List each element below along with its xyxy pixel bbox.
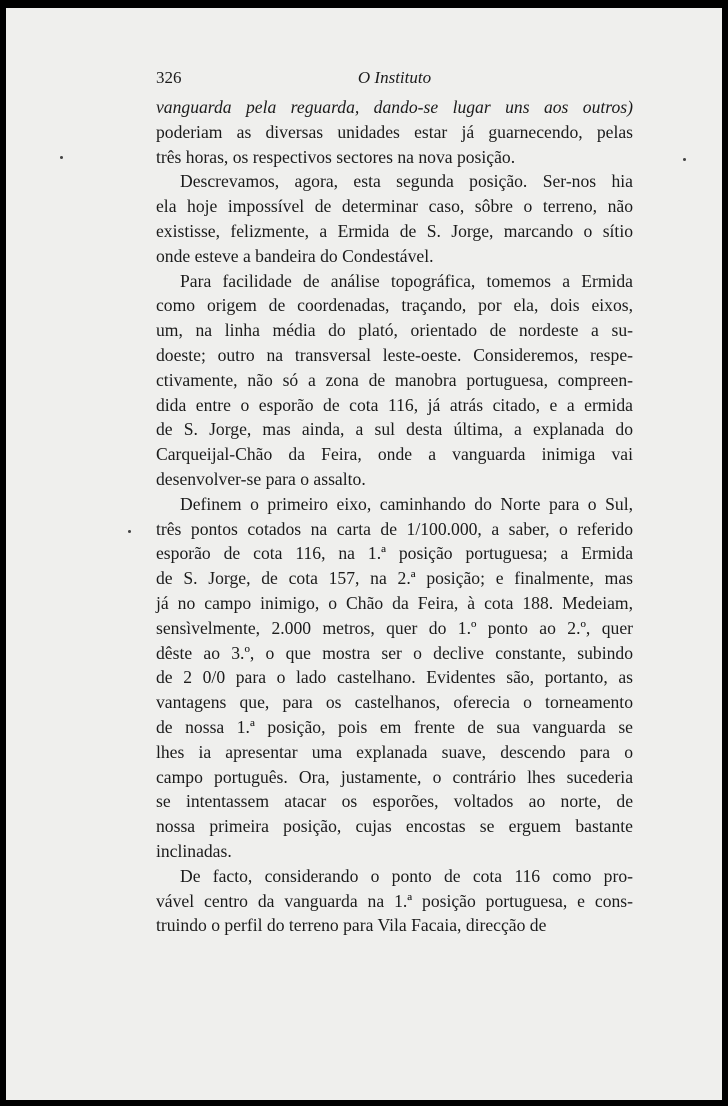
text-line: lhes ia apresentar uma explanada suave, descendo para o <box>156 741 633 762</box>
text-line: de nossa 1.ª posição, pois em frente de sua vanguarda se <box>156 716 633 737</box>
specks <box>60 156 63 159</box>
text-line: de 2 0/0 para o lado castelhano. Evidentes são, portanto, as <box>156 667 633 688</box>
text-line: de S. Jorge, mas ainda, a sul desta última, a explanada do <box>156 419 633 440</box>
specks <box>683 158 686 161</box>
running-title: O Instituto <box>357 68 432 87</box>
text-line: onde esteve a bandeira do Condestável. <box>156 245 434 266</box>
text-line: Descrevamos, agora, esta segunda posição. Ser-nos hia <box>180 171 633 192</box>
text-line: dêste ao 3.º, o que mostra ser o declive constante, subindo <box>156 642 633 663</box>
text-line: esporão de cota 116, na 1.ª posição portuguesa; a Ermida <box>156 543 633 564</box>
text-line: de S. Jorge, de cota 157, na 2.ª posição; e finalmente, mas <box>156 568 633 589</box>
text-line: Para facilidade de análise topográfica, tomemos a Ermida <box>180 270 633 291</box>
text-line: um, na linha média do plató, orientado de nordeste a su- <box>156 320 633 341</box>
text-line: ela hoje impossível de determinar caso, sôbre o terreno, não <box>156 196 633 217</box>
page-number: 326 <box>156 68 182 87</box>
text-line: ctivamente, não só a zona de manobra portuguesa, compreen- <box>156 369 633 390</box>
text-line: truindo o perfil do terreno para Vila Facaia, direcção de <box>156 915 547 936</box>
text-line: poderiam as diversas unidades estar já guarnecendo, pelas <box>156 121 633 142</box>
text-line: três horas, os respectivos sectores na nova posição. <box>156 146 516 167</box>
text-line: Definem o primeiro eixo, caminhando do Norte para o Sul, <box>180 493 633 514</box>
text-line: inclinadas. <box>156 840 232 861</box>
text-line: Carqueijal-Chão da Feira, onde a vanguarda inimiga vai <box>156 444 633 465</box>
text-line: De facto, considerando o ponto de cota 116 como pro- <box>180 865 633 886</box>
text-line: se intentassem atacar os esporões, voltados ao norte, de <box>156 791 633 812</box>
text-line: vantagens que, para os castelhanos, oferecia o torneamento <box>156 692 633 713</box>
text-line: desenvolver-se para o assalto. <box>156 468 366 489</box>
page-header <box>156 66 633 86</box>
text-line: já no campo inimigo, o Chão da Feira, à cota 188. Medeiam, <box>156 592 633 613</box>
book-page <box>6 8 722 1100</box>
body-text <box>156 95 633 938</box>
text-line: vável centro da vanguarda na 1.ª posição portuguesa, e cons- <box>156 890 633 911</box>
text-line: três pontos cotados na carta de 1/100.000, a saber, o referido <box>156 518 633 539</box>
page-text <box>156 66 633 938</box>
text-line: campo português. Ora, justamente, o contrário lhes sucederia <box>156 766 633 787</box>
specks <box>128 530 131 533</box>
text-line: nossa primeira posição, cujas encostas se erguem bastante <box>156 816 633 837</box>
text-line: doeste; outro na transversal leste-oeste. Consideremos, respe- <box>156 344 633 365</box>
text-line: vanguarda pela reguarda, dando-se lugar uns aos outros) <box>156 97 633 117</box>
text-line: existisse, felizmente, a Ermida de S. Jorge, marcando o sítio <box>156 220 633 241</box>
text-line: sensìvelmente, 2.000 metros, quer do 1.º ponto ao 2.º, quer <box>156 617 633 638</box>
text-line: dida entre o esporão de cota 116, já atrás citado, e a ermida <box>156 394 633 415</box>
text-line: como origem de coordenadas, traçando, por ela, dois eixos, <box>156 295 633 316</box>
